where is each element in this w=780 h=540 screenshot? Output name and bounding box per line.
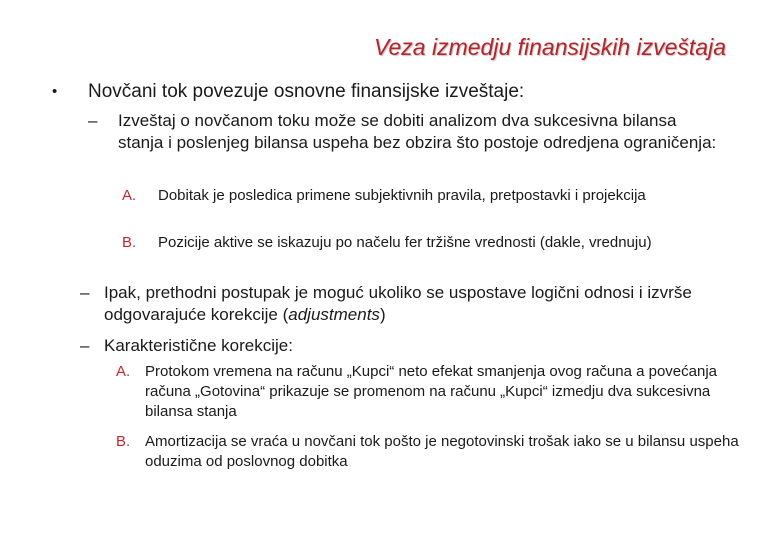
sub-point-3-text: Karakteristične korekcije: (104, 336, 293, 355)
item-label: B. (122, 234, 137, 251)
sub-point-2-text (104, 282, 754, 326)
item-text: Protokom vremena na računu „Kupci“ neto efekat smanjenja ovog računa a povećanja računa „Gotovina“ prikazuje se promenom na računu „Kupci“ izmedju dva sukcesivna bilansa stanja (145, 363, 717, 420)
item-text: Amortizacija se vraća u novčani tok pošto je negotovinski trošak iako se u bilansu uspeha oduzima od poslovnog dobitka (145, 433, 739, 470)
adjustments-term: adjustments (288, 305, 380, 324)
dash-icon: – (88, 111, 98, 130)
dash-icon: – (80, 283, 90, 302)
sub-point-1-text: Izveštaj o novčanom toku može se dobiti analizom dva sukcesivna bilansa stanja i poslenjeg bilansa uspeha bez obzira što postoje odredjena ograničenja: (118, 111, 717, 152)
item-label: A. (116, 363, 131, 380)
slide-title: Veza izmedju finansijskih izveštaja (374, 34, 726, 60)
item-text: Dobitak je posledica primene subjektivnih pravila, pretpostavki i projekcija (158, 187, 646, 204)
item-text: Pozicije aktive se iskazuju po načelu fer tržišne vrednosti (dakle, vrednuju) (158, 234, 652, 251)
sub-point-2-text-start: Ipak, prethodni postupak je moguć ukoliko se uspostave logični odnosi i izvrše odgovarajuće korekcije ( (104, 283, 692, 324)
main-point-text: Novčani tok povezuje osnovne finansijske izveštaje: (88, 81, 525, 102)
bullet-dot-icon: • (52, 83, 58, 100)
sub-point-2-text-end: ) (379, 305, 386, 324)
item-label: B. (116, 433, 131, 450)
item-label: A. (122, 187, 137, 204)
dash-icon: – (80, 336, 90, 355)
